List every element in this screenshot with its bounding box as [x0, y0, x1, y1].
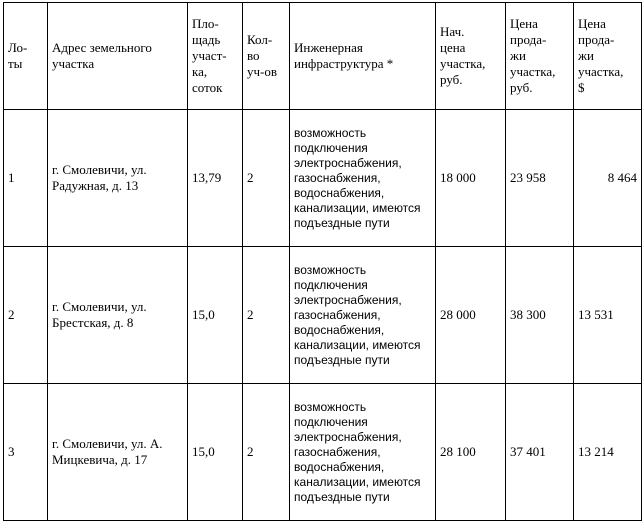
- header-line: жи: [578, 48, 594, 63]
- header-line: участка,: [578, 64, 624, 79]
- cell-infrastructure: возможность подключения электроснабжения, газоснабжения, водоснабжения, канализации, имеются подъездные пути: [290, 247, 436, 384]
- header-line: Кол-: [247, 32, 273, 47]
- header-line: соток: [192, 80, 223, 95]
- cell-sale-price-rub: 38 300: [506, 247, 574, 384]
- table-row: [4, 384, 642, 521]
- header-row: [4, 3, 642, 110]
- header-line: во: [247, 48, 260, 63]
- cell-lot: 2: [4, 247, 48, 384]
- header-line: Цена: [578, 16, 606, 31]
- header-line: участка: [52, 56, 95, 71]
- cell-start-price: 28 100: [436, 384, 506, 521]
- cell-address: г. Смолевичи, ул. А. Мицкевича, д. 17: [48, 384, 188, 521]
- header-line: прода-: [510, 32, 547, 47]
- header-infrastructure: [290, 3, 436, 110]
- table-row: [4, 247, 642, 384]
- header-sale-price-rub: [506, 3, 574, 110]
- cell-count: 2: [243, 247, 290, 384]
- header-line: руб.: [440, 72, 463, 87]
- table-row: [4, 110, 642, 247]
- header-line: Нач.: [440, 24, 465, 39]
- header-line: цена: [440, 40, 466, 55]
- header-line: уч-ов: [247, 64, 278, 79]
- cell-area: 13,79: [188, 110, 243, 247]
- header-line: Инженерная: [294, 40, 363, 55]
- cell-start-price: 18 000: [436, 110, 506, 247]
- cell-sale-price-usd: 13 214: [574, 384, 642, 521]
- cell-start-price: 28 000: [436, 247, 506, 384]
- cell-count: 2: [243, 384, 290, 521]
- header-line: участ-: [192, 48, 227, 63]
- header-count: [243, 3, 290, 110]
- header-line: участка,: [440, 56, 486, 71]
- cell-lot: 3: [4, 384, 48, 521]
- header-line: Адрес земельного: [52, 40, 152, 55]
- cell-address: г. Смолевичи, ул. Радужная, д. 13: [48, 110, 188, 247]
- header-line: $: [578, 80, 585, 95]
- cell-infrastructure: возможность подключения электроснабжения, газоснабжения, водоснабжения, канализации, имеются подъездные пути: [290, 384, 436, 521]
- cell-lot: 1: [4, 110, 48, 247]
- cell-sale-price-rub: 23 958: [506, 110, 574, 247]
- cell-sale-price-usd: 13 531: [574, 247, 642, 384]
- header-start-price: [436, 3, 506, 110]
- header-line: Ло-: [8, 40, 28, 55]
- cell-area: 15,0: [188, 384, 243, 521]
- cell-sale-price-usd: 8 464: [574, 110, 642, 247]
- header-line: Пло-: [192, 16, 219, 31]
- header-line: жи: [510, 48, 526, 63]
- land-lots-table: [3, 2, 642, 521]
- header-line: прода-: [578, 32, 615, 47]
- header-sale-price-usd: [574, 3, 642, 110]
- header-line: Цена: [510, 16, 538, 31]
- cell-sale-price-rub: 37 401: [506, 384, 574, 521]
- cell-count: 2: [243, 110, 290, 247]
- header-line: участка,: [510, 64, 556, 79]
- header-line: щадь: [192, 32, 221, 47]
- cell-infrastructure: возможность подключения электроснабжения, газоснабжения, водоснабжения, канализации, имеются подъездные пути: [290, 110, 436, 247]
- header-lots: [4, 3, 48, 110]
- header-area: [188, 3, 243, 110]
- header-line: ка,: [192, 64, 208, 79]
- cell-area: 15,0: [188, 247, 243, 384]
- header-address: [48, 3, 188, 110]
- header-line: ты: [8, 56, 23, 71]
- header-line: руб.: [510, 80, 533, 95]
- header-line: инфраструктура *: [294, 56, 394, 71]
- cell-address: г. Смолевичи, ул. Брестская, д. 8: [48, 247, 188, 384]
